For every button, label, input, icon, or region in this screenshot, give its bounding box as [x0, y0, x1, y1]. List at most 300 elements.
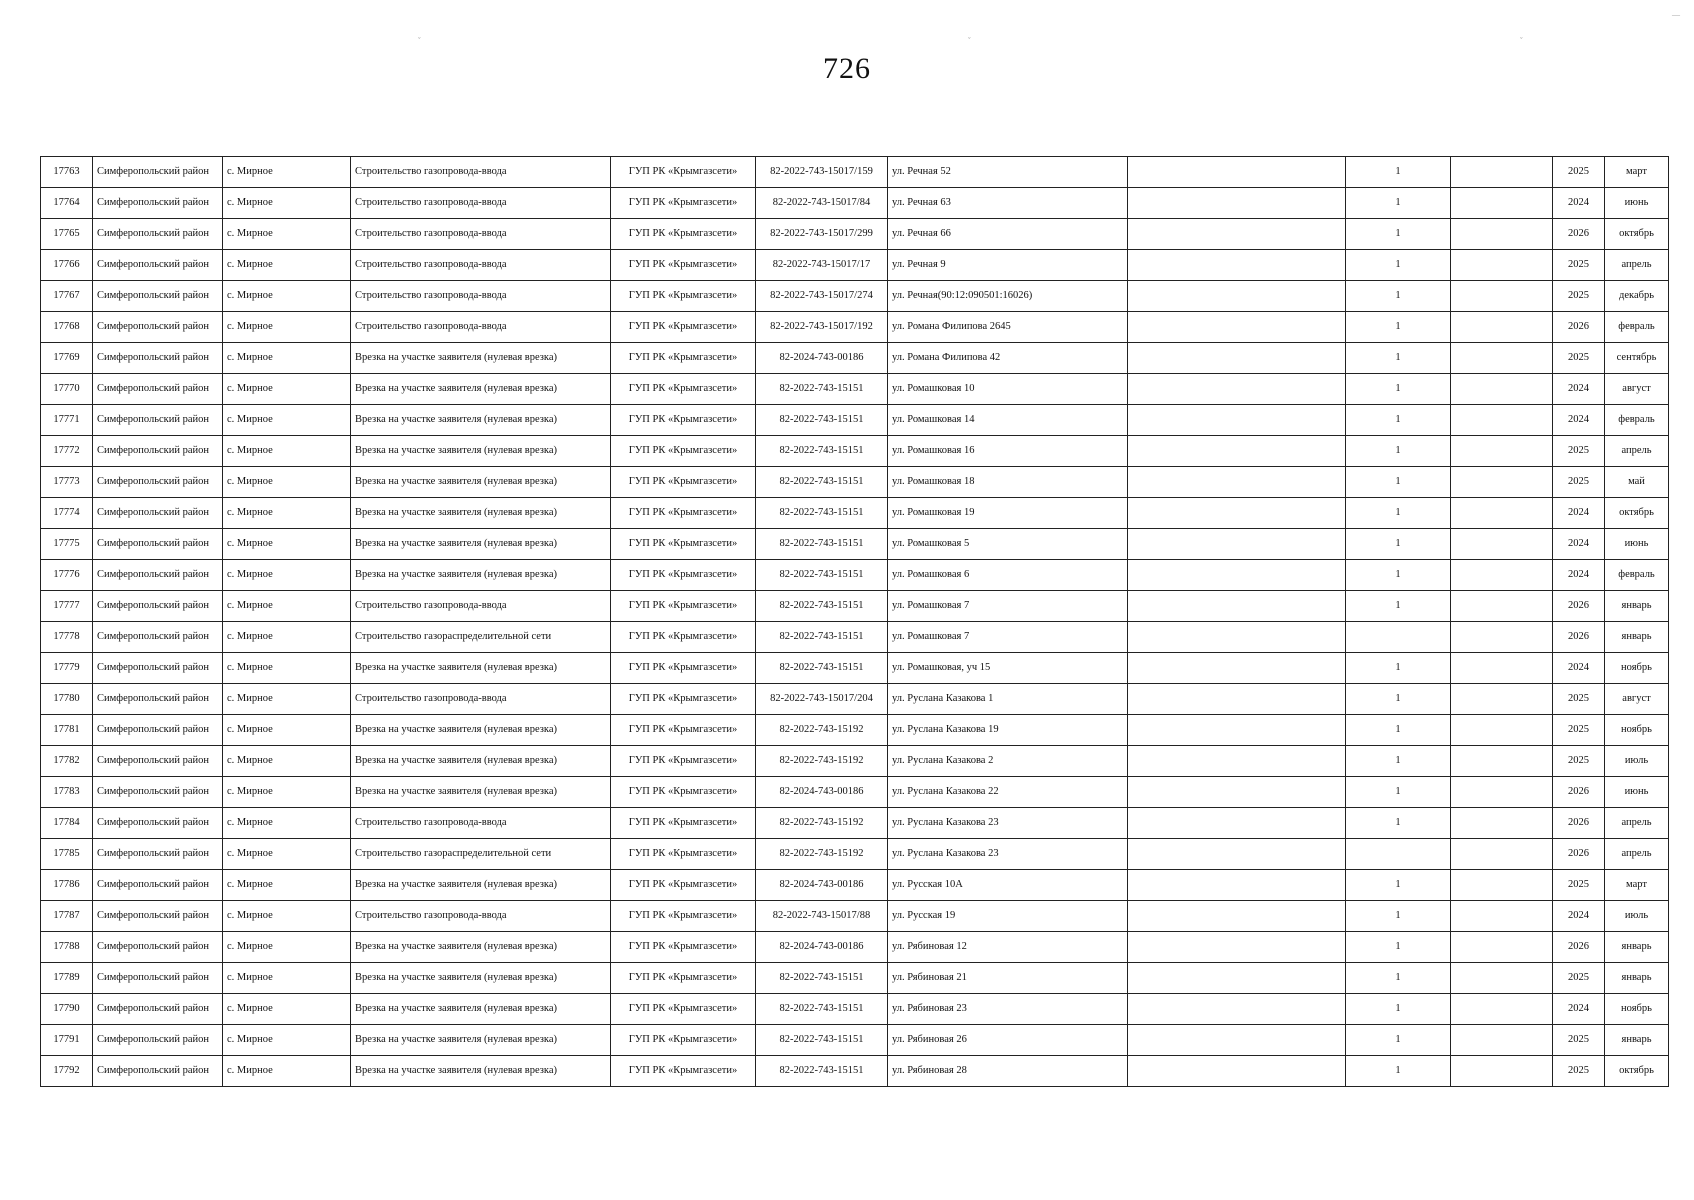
request-code-cell: 82-2022-743-15151: [756, 622, 888, 653]
table-row: [41, 560, 1669, 591]
empty-cell: [1451, 994, 1553, 1025]
year-cell: 2025: [1553, 250, 1605, 281]
address-cell: ул. Руслана Казакова 19: [888, 715, 1128, 746]
organization-cell: ГУП РК «Крымгазсети»: [611, 529, 756, 560]
district-cell: Симферопольский район: [93, 405, 223, 436]
district-cell: Симферопольский район: [93, 281, 223, 312]
year-cell: 2025: [1553, 436, 1605, 467]
scan-speck: ˇ: [968, 36, 971, 45]
district-cell: Симферопольский район: [93, 901, 223, 932]
year-cell: 2024: [1553, 653, 1605, 684]
month-cell: сентябрь: [1605, 343, 1669, 374]
quantity-cell: 1: [1346, 994, 1451, 1025]
year-cell: 2025: [1553, 746, 1605, 777]
organization-cell: ГУП РК «Крымгазсети»: [611, 374, 756, 405]
year-cell: 2025: [1553, 157, 1605, 188]
village-cell: с. Мирное: [223, 808, 351, 839]
work-type-cell: Врезка на участке заявителя (нулевая врезка): [351, 932, 611, 963]
organization-cell: ГУП РК «Крымгазсети»: [611, 343, 756, 374]
address-cell: ул. Руслана Казакова 22: [888, 777, 1128, 808]
empty-cell: [1128, 777, 1346, 808]
empty-cell: [1451, 374, 1553, 405]
district-cell: Симферопольский район: [93, 157, 223, 188]
year-cell: 2024: [1553, 405, 1605, 436]
district-cell: Симферопольский район: [93, 746, 223, 777]
organization-cell: ГУП РК «Крымгазсети»: [611, 405, 756, 436]
work-type-cell: Строительство газопровода-ввода: [351, 901, 611, 932]
village-cell: с. Мирное: [223, 467, 351, 498]
row-number: 17785: [41, 839, 93, 870]
district-cell: Симферопольский район: [93, 312, 223, 343]
organization-cell: ГУП РК «Крымгазсети»: [611, 808, 756, 839]
village-cell: с. Мирное: [223, 436, 351, 467]
district-cell: Симферопольский район: [93, 343, 223, 374]
address-cell: ул. Рябиновая 21: [888, 963, 1128, 994]
empty-cell: [1128, 622, 1346, 653]
village-cell: с. Мирное: [223, 281, 351, 312]
empty-cell: [1451, 281, 1553, 312]
empty-cell: [1451, 591, 1553, 622]
year-cell: 2024: [1553, 374, 1605, 405]
empty-cell: [1128, 808, 1346, 839]
district-cell: Симферопольский район: [93, 622, 223, 653]
empty-cell: [1451, 436, 1553, 467]
month-cell: июль: [1605, 901, 1669, 932]
quantity-cell: 1: [1346, 591, 1451, 622]
quantity-cell: 1: [1346, 281, 1451, 312]
village-cell: с. Мирное: [223, 839, 351, 870]
year-cell: 2025: [1553, 281, 1605, 312]
district-cell: Симферопольский район: [93, 870, 223, 901]
request-code-cell: 82-2022-743-15017/159: [756, 157, 888, 188]
address-cell: ул. Речная 66: [888, 219, 1128, 250]
empty-cell: [1451, 901, 1553, 932]
empty-cell: [1128, 653, 1346, 684]
work-type-cell: Строительство газопровода-ввода: [351, 219, 611, 250]
village-cell: с. Мирное: [223, 1025, 351, 1056]
row-number: 17770: [41, 374, 93, 405]
work-type-cell: Строительство газопровода-ввода: [351, 808, 611, 839]
village-cell: с. Мирное: [223, 312, 351, 343]
work-type-cell: Врезка на участке заявителя (нулевая врезка): [351, 529, 611, 560]
year-cell: 2026: [1553, 591, 1605, 622]
district-cell: Симферопольский район: [93, 436, 223, 467]
empty-cell: [1128, 343, 1346, 374]
work-type-cell: Врезка на участке заявителя (нулевая врезка): [351, 777, 611, 808]
quantity-cell: 1: [1346, 901, 1451, 932]
row-number: 17783: [41, 777, 93, 808]
request-code-cell: 82-2022-743-15151: [756, 405, 888, 436]
quantity-cell: 1: [1346, 250, 1451, 281]
village-cell: с. Мирное: [223, 1056, 351, 1087]
district-cell: Симферопольский район: [93, 808, 223, 839]
month-cell: ноябрь: [1605, 653, 1669, 684]
organization-cell: ГУП РК «Крымгазсети»: [611, 250, 756, 281]
request-code-cell: 82-2024-743-00186: [756, 870, 888, 901]
quantity-cell: 1: [1346, 312, 1451, 343]
quantity-cell: 1: [1346, 560, 1451, 591]
organization-cell: ГУП РК «Крымгазсети»: [611, 839, 756, 870]
district-cell: Симферопольский район: [93, 498, 223, 529]
empty-cell: [1128, 870, 1346, 901]
table-row: [41, 219, 1669, 250]
quantity-cell: 1: [1346, 932, 1451, 963]
scan-speck: ˇ: [1520, 36, 1523, 45]
table-row: [41, 994, 1669, 1025]
month-cell: январь: [1605, 963, 1669, 994]
village-cell: с. Мирное: [223, 560, 351, 591]
empty-cell: [1128, 1056, 1346, 1087]
table-row: [41, 1056, 1669, 1087]
month-cell: февраль: [1605, 405, 1669, 436]
year-cell: 2024: [1553, 560, 1605, 591]
request-code-cell: 82-2022-743-15151: [756, 653, 888, 684]
quantity-cell: 1: [1346, 684, 1451, 715]
row-number: 17774: [41, 498, 93, 529]
month-cell: январь: [1605, 591, 1669, 622]
month-cell: январь: [1605, 932, 1669, 963]
row-number: 17764: [41, 188, 93, 219]
year-cell: 2026: [1553, 808, 1605, 839]
row-number: 17768: [41, 312, 93, 343]
row-number: 17773: [41, 467, 93, 498]
address-cell: ул. Ромашковая 16: [888, 436, 1128, 467]
village-cell: с. Мирное: [223, 653, 351, 684]
row-number: 17776: [41, 560, 93, 591]
empty-cell: [1451, 1025, 1553, 1056]
empty-cell: [1451, 498, 1553, 529]
request-code-cell: 82-2022-743-15151: [756, 560, 888, 591]
empty-cell: [1451, 963, 1553, 994]
empty-cell: [1128, 901, 1346, 932]
year-cell: 2025: [1553, 870, 1605, 901]
month-cell: октябрь: [1605, 1056, 1669, 1087]
month-cell: июнь: [1605, 188, 1669, 219]
address-cell: ул. Рябиновая 12: [888, 932, 1128, 963]
empty-cell: [1128, 591, 1346, 622]
empty-cell: [1128, 188, 1346, 219]
organization-cell: ГУП РК «Крымгазсети»: [611, 591, 756, 622]
year-cell: 2024: [1553, 901, 1605, 932]
works-table: [40, 156, 1669, 1087]
request-code-cell: 82-2022-743-15017/204: [756, 684, 888, 715]
address-cell: ул. Ромашковая 6: [888, 560, 1128, 591]
quantity-cell: 1: [1346, 1056, 1451, 1087]
request-code-cell: 82-2022-743-15017/274: [756, 281, 888, 312]
empty-cell: [1128, 250, 1346, 281]
district-cell: Симферопольский район: [93, 994, 223, 1025]
year-cell: 2026: [1553, 219, 1605, 250]
year-cell: 2026: [1553, 839, 1605, 870]
village-cell: с. Мирное: [223, 374, 351, 405]
work-type-cell: Строительство газопровода-ввода: [351, 591, 611, 622]
table-row: [41, 250, 1669, 281]
year-cell: 2024: [1553, 498, 1605, 529]
work-type-cell: Врезка на участке заявителя (нулевая врезка): [351, 467, 611, 498]
address-cell: ул. Ромашковая 7: [888, 591, 1128, 622]
month-cell: апрель: [1605, 436, 1669, 467]
empty-cell: [1451, 932, 1553, 963]
quantity-cell: 1: [1346, 374, 1451, 405]
organization-cell: ГУП РК «Крымгазсети»: [611, 281, 756, 312]
organization-cell: ГУП РК «Крымгазсети»: [611, 219, 756, 250]
month-cell: декабрь: [1605, 281, 1669, 312]
work-type-cell: Врезка на участке заявителя (нулевая врезка): [351, 994, 611, 1025]
row-number: 17779: [41, 653, 93, 684]
month-cell: апрель: [1605, 250, 1669, 281]
village-cell: с. Мирное: [223, 715, 351, 746]
month-cell: ноябрь: [1605, 994, 1669, 1025]
empty-cell: [1451, 777, 1553, 808]
address-cell: ул. Речная(90:12:090501:16026): [888, 281, 1128, 312]
row-number: 17767: [41, 281, 93, 312]
village-cell: с. Мирное: [223, 932, 351, 963]
row-number: 17780: [41, 684, 93, 715]
empty-cell: [1128, 1025, 1346, 1056]
table-row: [41, 312, 1669, 343]
request-code-cell: 82-2022-743-15192: [756, 746, 888, 777]
table-row: [41, 932, 1669, 963]
table-row: [41, 405, 1669, 436]
row-number: 17789: [41, 963, 93, 994]
village-cell: с. Мирное: [223, 498, 351, 529]
month-cell: июнь: [1605, 529, 1669, 560]
row-number: 17766: [41, 250, 93, 281]
village-cell: с. Мирное: [223, 219, 351, 250]
month-cell: ноябрь: [1605, 715, 1669, 746]
work-type-cell: Врезка на участке заявителя (нулевая врезка): [351, 436, 611, 467]
quantity-cell: 1: [1346, 467, 1451, 498]
address-cell: ул. Рябиновая 28: [888, 1056, 1128, 1087]
district-cell: Симферопольский район: [93, 653, 223, 684]
work-type-cell: Строительство газораспределительной сети: [351, 622, 611, 653]
year-cell: 2025: [1553, 1025, 1605, 1056]
district-cell: Симферопольский район: [93, 715, 223, 746]
district-cell: Симферопольский район: [93, 932, 223, 963]
empty-cell: [1128, 839, 1346, 870]
month-cell: октябрь: [1605, 498, 1669, 529]
month-cell: январь: [1605, 622, 1669, 653]
address-cell: ул. Романа Филипова 2645: [888, 312, 1128, 343]
organization-cell: ГУП РК «Крымгазсети»: [611, 467, 756, 498]
organization-cell: ГУП РК «Крымгазсети»: [611, 498, 756, 529]
organization-cell: ГУП РК «Крымгазсети»: [611, 684, 756, 715]
year-cell: 2025: [1553, 1056, 1605, 1087]
quantity-cell: 1: [1346, 777, 1451, 808]
empty-cell: [1451, 157, 1553, 188]
organization-cell: ГУП РК «Крымгазсети»: [611, 436, 756, 467]
empty-cell: [1451, 343, 1553, 374]
address-cell: ул. Рябиновая 26: [888, 1025, 1128, 1056]
district-cell: Симферопольский район: [93, 188, 223, 219]
quantity-cell: 1: [1346, 746, 1451, 777]
row-number: 17778: [41, 622, 93, 653]
work-type-cell: Врезка на участке заявителя (нулевая врезка): [351, 560, 611, 591]
empty-cell: [1128, 498, 1346, 529]
table-row: [41, 839, 1669, 870]
address-cell: ул. Речная 63: [888, 188, 1128, 219]
work-type-cell: Врезка на участке заявителя (нулевая врезка): [351, 1056, 611, 1087]
village-cell: с. Мирное: [223, 529, 351, 560]
empty-cell: [1128, 932, 1346, 963]
empty-cell: [1128, 529, 1346, 560]
district-cell: Симферопольский район: [93, 529, 223, 560]
empty-cell: [1128, 157, 1346, 188]
month-cell: март: [1605, 870, 1669, 901]
request-code-cell: 82-2022-743-15151: [756, 467, 888, 498]
request-code-cell: 82-2022-743-15017/17: [756, 250, 888, 281]
quantity-cell: 1: [1346, 157, 1451, 188]
work-type-cell: Врезка на участке заявителя (нулевая врезка): [351, 374, 611, 405]
organization-cell: ГУП РК «Крымгазсети»: [611, 870, 756, 901]
request-code-cell: 82-2024-743-00186: [756, 777, 888, 808]
table-row: [41, 188, 1669, 219]
quantity-cell: 1: [1346, 343, 1451, 374]
request-code-cell: 82-2022-743-15151: [756, 994, 888, 1025]
empty-cell: [1451, 746, 1553, 777]
work-type-cell: Врезка на участке заявителя (нулевая врезка): [351, 715, 611, 746]
quantity-cell: 1: [1346, 715, 1451, 746]
table-row: [41, 467, 1669, 498]
request-code-cell: 82-2022-743-15151: [756, 1056, 888, 1087]
district-cell: Симферопольский район: [93, 684, 223, 715]
empty-cell: [1451, 1056, 1553, 1087]
request-code-cell: 82-2022-743-15151: [756, 374, 888, 405]
address-cell: ул. Руслана Казакова 23: [888, 839, 1128, 870]
quantity-cell: 1: [1346, 808, 1451, 839]
request-code-cell: 82-2022-743-15192: [756, 839, 888, 870]
scan-speck: —: [1672, 10, 1680, 19]
village-cell: с. Мирное: [223, 870, 351, 901]
empty-cell: [1451, 529, 1553, 560]
address-cell: ул. Русская 10А: [888, 870, 1128, 901]
row-number: 17772: [41, 436, 93, 467]
row-number: 17775: [41, 529, 93, 560]
month-cell: август: [1605, 684, 1669, 715]
empty-cell: [1451, 622, 1553, 653]
request-code-cell: 82-2022-743-15017/84: [756, 188, 888, 219]
request-code-cell: 82-2022-743-15017/192: [756, 312, 888, 343]
table-row: [41, 529, 1669, 560]
table-row: [41, 808, 1669, 839]
empty-cell: [1451, 684, 1553, 715]
table-row: [41, 870, 1669, 901]
table-row: [41, 777, 1669, 808]
empty-cell: [1128, 405, 1346, 436]
request-code-cell: 82-2022-743-15192: [756, 715, 888, 746]
year-cell: 2025: [1553, 963, 1605, 994]
row-number: 17763: [41, 157, 93, 188]
empty-cell: [1451, 653, 1553, 684]
table-row: [41, 498, 1669, 529]
empty-cell: [1128, 312, 1346, 343]
empty-cell: [1451, 312, 1553, 343]
year-cell: 2026: [1553, 312, 1605, 343]
work-type-cell: Врезка на участке заявителя (нулевая врезка): [351, 498, 611, 529]
village-cell: с. Мирное: [223, 777, 351, 808]
empty-cell: [1451, 250, 1553, 281]
district-cell: Симферопольский район: [93, 963, 223, 994]
work-type-cell: Врезка на участке заявителя (нулевая врезка): [351, 746, 611, 777]
village-cell: с. Мирное: [223, 746, 351, 777]
request-code-cell: 82-2022-743-15151: [756, 529, 888, 560]
village-cell: с. Мирное: [223, 622, 351, 653]
address-cell: ул. Ромашковая 5: [888, 529, 1128, 560]
quantity-cell: 1: [1346, 1025, 1451, 1056]
empty-cell: [1451, 870, 1553, 901]
district-cell: Симферопольский район: [93, 777, 223, 808]
empty-cell: [1128, 436, 1346, 467]
table-row: [41, 715, 1669, 746]
address-cell: ул. Ромашковая, уч 15: [888, 653, 1128, 684]
address-cell: ул. Русская 19: [888, 901, 1128, 932]
organization-cell: ГУП РК «Крымгазсети»: [611, 157, 756, 188]
district-cell: Симферопольский район: [93, 250, 223, 281]
month-cell: апрель: [1605, 808, 1669, 839]
row-number: 17791: [41, 1025, 93, 1056]
year-cell: 2025: [1553, 343, 1605, 374]
month-cell: январь: [1605, 1025, 1669, 1056]
year-cell: 2024: [1553, 529, 1605, 560]
table-row: [41, 1025, 1669, 1056]
table-row: [41, 157, 1669, 188]
address-cell: ул. Ромашковая 7: [888, 622, 1128, 653]
empty-cell: [1128, 281, 1346, 312]
district-cell: Симферопольский район: [93, 374, 223, 405]
row-number: 17781: [41, 715, 93, 746]
empty-cell: [1451, 808, 1553, 839]
district-cell: Симферопольский район: [93, 1056, 223, 1087]
organization-cell: ГУП РК «Крымгазсети»: [611, 932, 756, 963]
row-number: 17769: [41, 343, 93, 374]
address-cell: ул. Ромашковая 14: [888, 405, 1128, 436]
request-code-cell: 82-2022-743-15151: [756, 963, 888, 994]
month-cell: май: [1605, 467, 1669, 498]
year-cell: 2024: [1553, 188, 1605, 219]
quantity-cell: 1: [1346, 188, 1451, 219]
empty-cell: [1128, 374, 1346, 405]
month-cell: июнь: [1605, 777, 1669, 808]
quantity-cell: 1: [1346, 653, 1451, 684]
address-cell: ул. Ромашковая 18: [888, 467, 1128, 498]
empty-cell: [1128, 746, 1346, 777]
quantity-cell: 1: [1346, 219, 1451, 250]
row-number: 17786: [41, 870, 93, 901]
district-cell: Симферопольский район: [93, 1025, 223, 1056]
request-code-cell: 82-2024-743-00186: [756, 932, 888, 963]
empty-cell: [1451, 405, 1553, 436]
address-cell: ул. Руслана Казакова 23: [888, 808, 1128, 839]
empty-cell: [1128, 219, 1346, 250]
year-cell: 2025: [1553, 715, 1605, 746]
table-row: [41, 374, 1669, 405]
quantity-cell: 1: [1346, 870, 1451, 901]
table-row: [41, 963, 1669, 994]
empty-cell: [1128, 467, 1346, 498]
work-type-cell: Строительство газораспределительной сети: [351, 839, 611, 870]
empty-cell: [1451, 467, 1553, 498]
empty-cell: [1451, 188, 1553, 219]
row-number: 17765: [41, 219, 93, 250]
village-cell: с. Мирное: [223, 591, 351, 622]
village-cell: с. Мирное: [223, 157, 351, 188]
work-type-cell: Врезка на участке заявителя (нулевая врезка): [351, 653, 611, 684]
quantity-cell: 1: [1346, 405, 1451, 436]
row-number: 17777: [41, 591, 93, 622]
table-row: [41, 281, 1669, 312]
page-number: 726: [823, 52, 871, 85]
village-cell: с. Мирное: [223, 963, 351, 994]
